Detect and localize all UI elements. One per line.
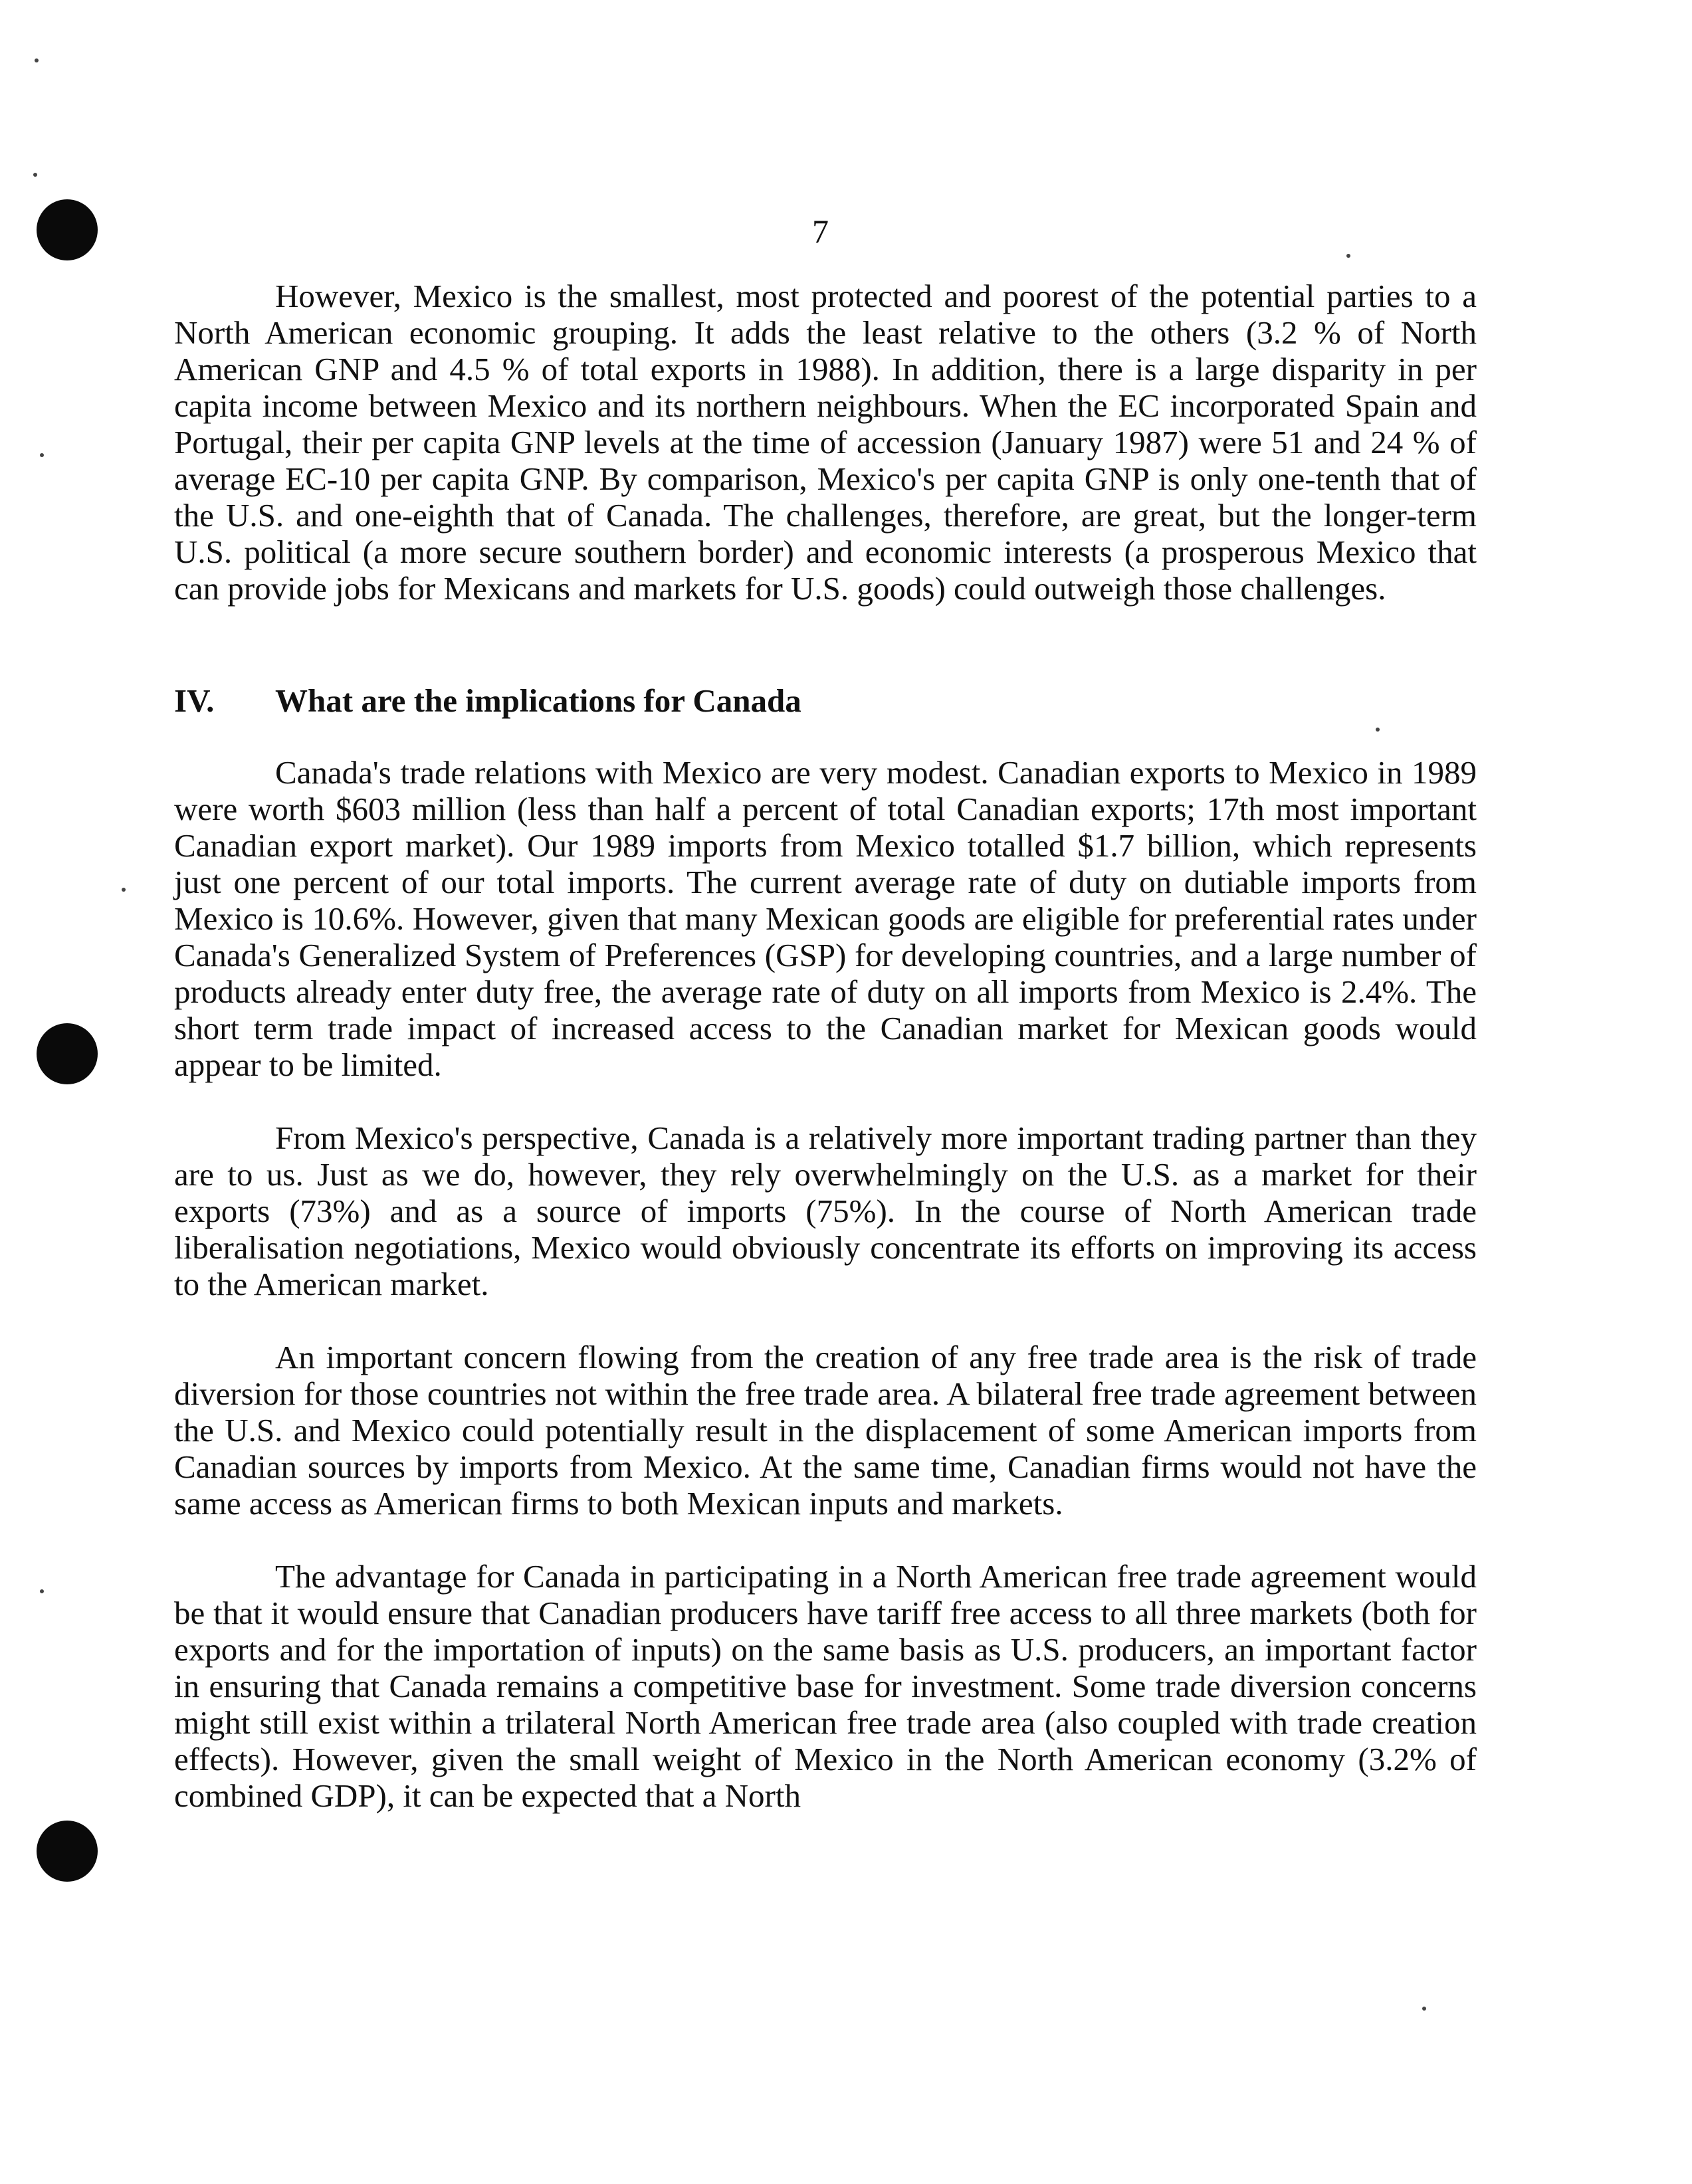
paragraph: An important concern flowing from the creation of any free trade area is the risk of trade diversion for those countries not within the free trade area. A bilateral free trade agreement between the U.S. and Mexico could potentially result in the displacement of some American imports from Canadian sources by imports from Mexico. At the same time, Canadian firms would not have the same access as American firms to both Mexican inputs and markets. — [174, 1339, 1477, 1522]
scan-speck — [40, 1589, 44, 1593]
page-number: 7 — [812, 213, 829, 250]
paragraph: The advantage for Canada in participating in a North American free trade agreement would be that it would ensure that Canadian producers have tariff free access to all three markets (both for exports and for the importation of inputs) on the same basis as U.S. producers, an important factor in ensuring that Canada remains a competitive base for investment. Some trade diversion concerns might still exist within a trilateral North American free trade area (also coupled with trade creation effects). However, given the small weight of Mexico in the North American economy (3.2% of combined GDP), it can be expected that a North — [174, 1558, 1477, 1814]
scan-speck — [122, 888, 126, 892]
section-title: What are the implications for Canada — [275, 682, 801, 719]
section-number: IV. — [174, 682, 215, 719]
punch-hole-middle — [37, 1023, 98, 1084]
scan-speck — [40, 453, 44, 457]
scan-speck — [35, 58, 39, 62]
punch-hole-bottom — [37, 1821, 98, 1882]
scan-speck — [1346, 254, 1350, 258]
scan-speck — [33, 173, 37, 177]
document-body — [174, 278, 1477, 1814]
paragraph: From Mexico's perspective, Canada is a relatively more important trading partner than they are to us. Just as we do, however, they rely overwhelmingly on the U.S. as a market for their exports (73%) and as a source of imports (75%). In the course of North American trade liberalisation negotiations, Mexico would obviously concentrate its efforts on improving its access to the American market. — [174, 1120, 1477, 1302]
scan-speck — [1422, 2007, 1426, 2011]
paragraph: However, Mexico is the smallest, most protected and poorest of the potential parties to a North American economic grouping. It adds the least relative to the others (3.2 % of North American GNP and 4.5 % of total exports in 1988). In addition, there is a large disparity in per capita income between Mexico and its northern neighbours. When the EC incorporated Spain and Portugal, their per capita GNP levels at the time of accession (January 1987) were 51 and 24 % of average EC-10 per capita GNP. By comparison, Mexico's per capita GNP is only one-tenth that of the U.S. and one-eighth that of Canada. The challenges, therefore, are great, but the longer-term U.S. political (a more secure southern border) and economic interests (a prosperous Mexico that can provide jobs for Mexicans and markets for U.S. goods) could outweigh those challenges. — [174, 278, 1477, 607]
punch-hole-top — [37, 199, 98, 260]
section-heading — [174, 681, 1477, 721]
paragraph: Canada's trade relations with Mexico are very modest. Canadian exports to Mexico in 1989 were worth $603 million (less than half a percent of total Canadian exports; 17th most important Canadian export market). Our 1989 imports from Mexico totalled $1.7 billion, which represents just one percent of our total imports. The current average rate of duty on dutiable imports from Mexico is 10.6%. However, given that many Mexican goods are eligible for preferential rates under Canada's Generalized System of Preferences (GSP) for developing countries, and a large number of products already enter duty free, the average rate of duty on all imports from Mexico is 2.4%. The short term trade impact of increased access to the Canadian market for Mexican goods would appear to be limited. — [174, 754, 1477, 1083]
